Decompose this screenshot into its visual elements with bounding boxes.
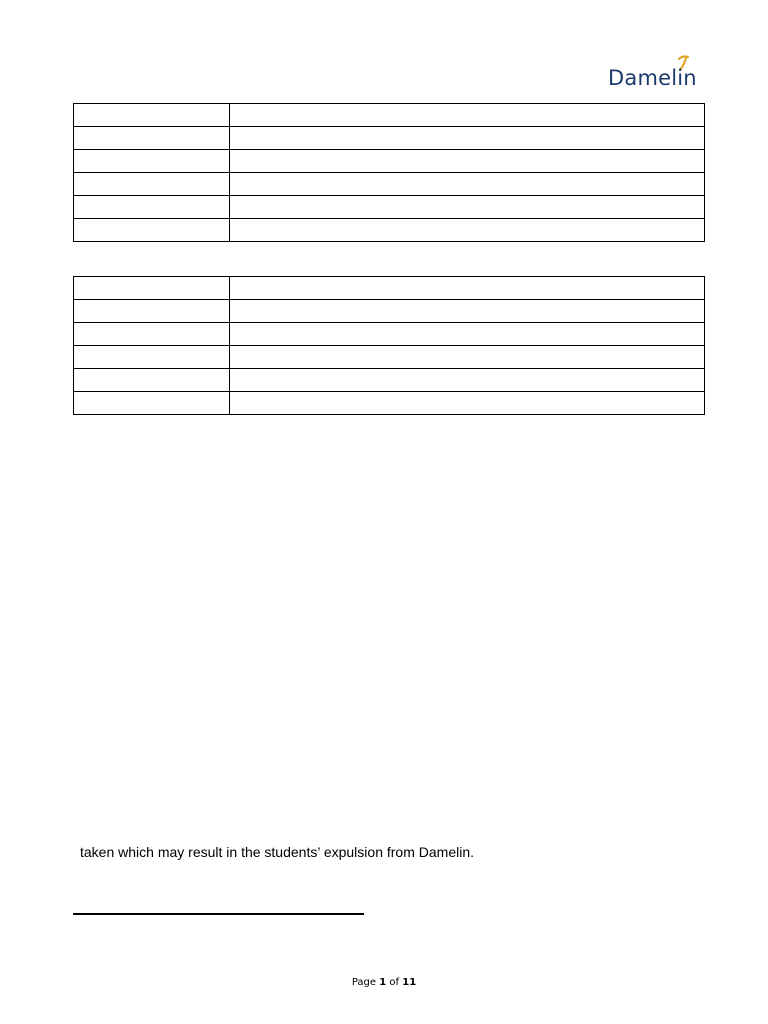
table-cell — [230, 369, 705, 392]
table-cell — [74, 369, 230, 392]
table-cell — [74, 346, 230, 369]
table-cell — [230, 173, 705, 196]
footnote-separator — [73, 913, 364, 915]
table-cell — [74, 150, 230, 173]
table-cell — [74, 104, 230, 127]
table-row — [74, 392, 705, 415]
of-label: of — [389, 977, 400, 988]
table-cell — [230, 323, 705, 346]
info-table-1 — [73, 103, 705, 242]
table-row — [74, 323, 705, 346]
table-cell — [230, 300, 705, 323]
logo-text: Damelin — [608, 66, 697, 90]
table-row — [74, 127, 705, 150]
table-row — [74, 369, 705, 392]
table-row — [74, 300, 705, 323]
page-label: Page — [351, 977, 377, 988]
page-current: 1 — [379, 977, 387, 988]
info-table-2 — [73, 276, 705, 415]
table-row — [74, 150, 705, 173]
table-row — [74, 196, 705, 219]
table-row — [74, 219, 705, 242]
table-cell — [230, 346, 705, 369]
table-cell — [74, 196, 230, 219]
table-cell — [74, 300, 230, 323]
body-paragraph: taken which may result in the students’ expulsion from Damelin. — [80, 844, 474, 860]
table-row — [74, 277, 705, 300]
table-cell — [230, 104, 705, 127]
page-total: 11 — [402, 977, 417, 988]
table-row — [74, 173, 705, 196]
table-cell — [230, 127, 705, 150]
table-cell — [74, 323, 230, 346]
table-cell — [74, 173, 230, 196]
damelin-logo — [608, 54, 704, 94]
page-footer — [0, 977, 768, 988]
table-row — [74, 346, 705, 369]
table-cell — [230, 219, 705, 242]
table-cell — [74, 392, 230, 415]
table-cell — [230, 392, 705, 415]
table-row — [74, 104, 705, 127]
table-cell — [230, 196, 705, 219]
table-cell — [74, 219, 230, 242]
table-cell — [230, 150, 705, 173]
table-cell — [74, 127, 230, 150]
table-cell — [230, 277, 705, 300]
table-cell — [74, 277, 230, 300]
